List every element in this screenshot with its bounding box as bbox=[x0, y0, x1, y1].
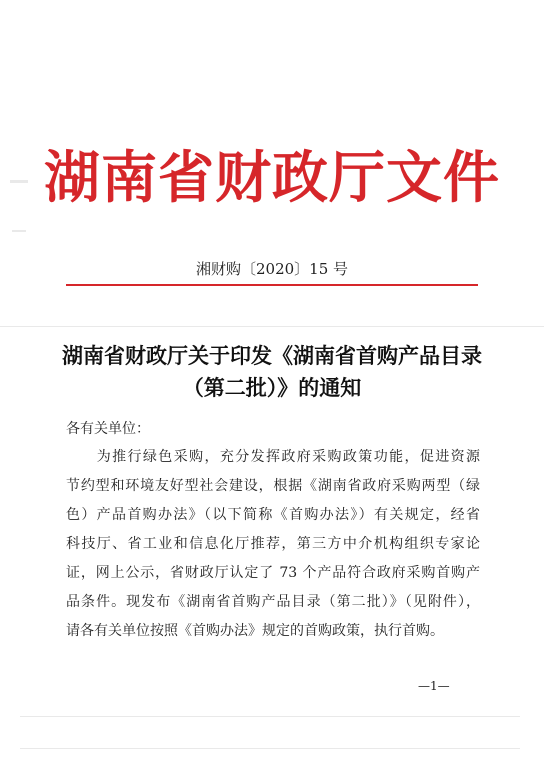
red-divider-line bbox=[66, 284, 478, 286]
body-line: 证，网上公示，省财政厅认定了 73 个产品符合政府采购首购产 bbox=[66, 565, 480, 581]
body-line: 科技厅、省工业和信息化厅推荐，第三方中介机构组织专家论 bbox=[66, 536, 480, 552]
scan-artifact bbox=[12, 230, 26, 232]
notice-title-line: 湖南省财政厅关于印发《湖南省首购产品目录 bbox=[62, 343, 482, 368]
body-line: 请各有关单位按照《首购办法》规定的首购政策，执行首购。 bbox=[66, 623, 444, 639]
salutation: 各有关单位： bbox=[66, 421, 150, 437]
body-line: 为推行绿色采购，充分发挥政府采购政策功能，促进资源 bbox=[66, 449, 480, 465]
body-line: 节约型和环境友好型社会建设，根据《湖南省政府采购两型（绿 bbox=[66, 478, 480, 494]
issuing-organization-title: 湖南省财政厅文件 bbox=[44, 145, 500, 211]
notice-title bbox=[40, 340, 504, 404]
scan-artifact bbox=[20, 748, 520, 749]
document-number: 湘财购〔2020〕15 号 bbox=[195, 260, 349, 278]
notice-title-line: （第二批）》的通知 bbox=[182, 375, 362, 400]
scan-artifact bbox=[20, 716, 520, 717]
page-number: —1— bbox=[418, 679, 450, 693]
body-line: 色）产品首购办法》（以下简称《首购办法》）有关规定，经省 bbox=[66, 507, 480, 523]
scan-artifact bbox=[0, 326, 544, 327]
notice-body bbox=[66, 443, 480, 646]
body-line: 品条件。现发布《湖南省首购产品目录（第二批）》（见附件）， bbox=[66, 594, 480, 610]
